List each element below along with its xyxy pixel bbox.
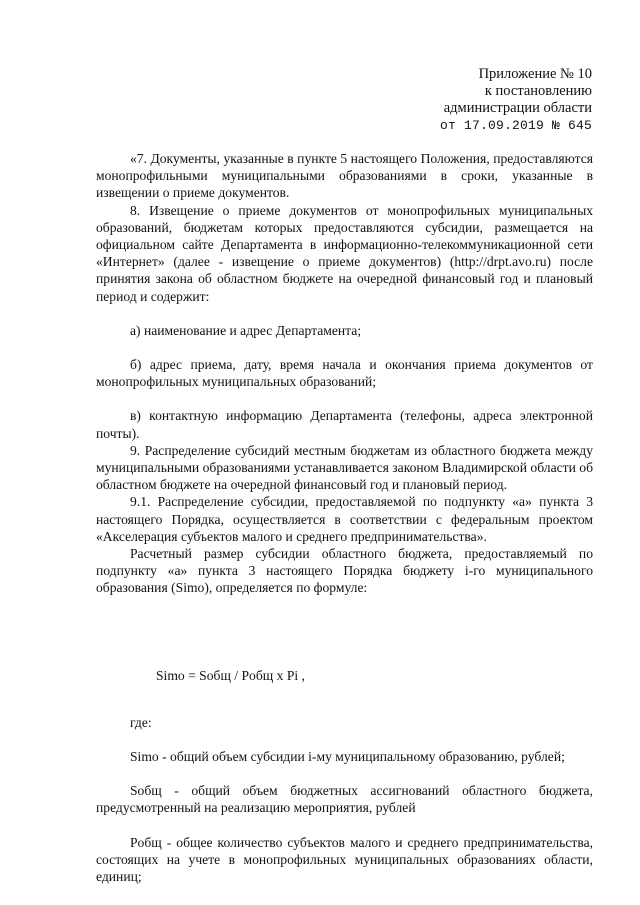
definition-sobsh: Sобщ - общий объем бюджетных ассигнований областного бюджета, предусмотренный на реализацию мероприятия, рублей [96, 783, 593, 816]
calculation-paragraph: Расчетный размер субсидии областного бюджета, предоставляемый по подпункту «а» пункта 3 настоящего Порядка бюджету i-го муниципального образования (Simo), определяется по формуле: [96, 546, 593, 596]
issuing-authority: администрации области [443, 100, 592, 116]
resolution-date-number: от 17.09.2019 № 645 [439, 118, 592, 133]
document-body [96, 150, 593, 885]
subsidy-formula: Simo = Sобщ / Pобщ x Pi , [156, 667, 305, 683]
item-b: б) адрес приема, дату, время начала и окончания приема документов от монопрофильных муниципальных образований; [96, 357, 593, 390]
paragraph-9-1: 9.1. Распределение субсидии, предоставляемой по подпункту «а» пункта 3 настоящего Порядка, осуществляется в соответствии с федеральным проектом «Акселерация субъектов малого и среднего предпринимательства». [96, 494, 593, 544]
item-v: в) контактную информацию Департамента (телефоны, адреса электронной почты). [96, 408, 593, 441]
paragraph-8: 8. Извещение о приеме документов от монопрофильных муниципальных образований, бюджетам которых предоставляются субсидии, размещается на официальном сайте Департамента в информационно-телекоммуникационной сети «Интернет» (далее - извещение о приеме документов) (http://drpt.avo.ru) после принятия закона об областном бюджете на очередной финансовый год и плановый период и содержит: [96, 202, 593, 304]
definition-simo: Simo - общий объем субсидии i-му муниципальному образованию, рублей; [130, 749, 565, 765]
paragraph-9: 9. Распределение субсидий местным бюджетам из областного бюджета между муниципальными образованиями устанавливается законом Владимирской области об областном бюджете на очередной финансовый год и плановый период. [96, 442, 593, 493]
to-resolution: к постановлению [484, 83, 592, 99]
document-header [440, 66, 592, 134]
item-a: а) наименование и адрес Департамента; [130, 322, 362, 338]
where-label: где: [130, 714, 152, 730]
appendix-number: Приложение № 10 [478, 66, 592, 82]
paragraph-7: «7. Документы, указанные в пункте 5 настоящего Положения, предоставляются монопрофильными муниципальными образованиями в сроки, указанные в извещении о приеме документов. [96, 151, 593, 201]
definition-pobsh: Pобщ - общее количество субъектов малого и среднего предпринимательства, состоящих на учете в монопрофильных муниципальных образованиях области, единиц; [96, 834, 593, 885]
